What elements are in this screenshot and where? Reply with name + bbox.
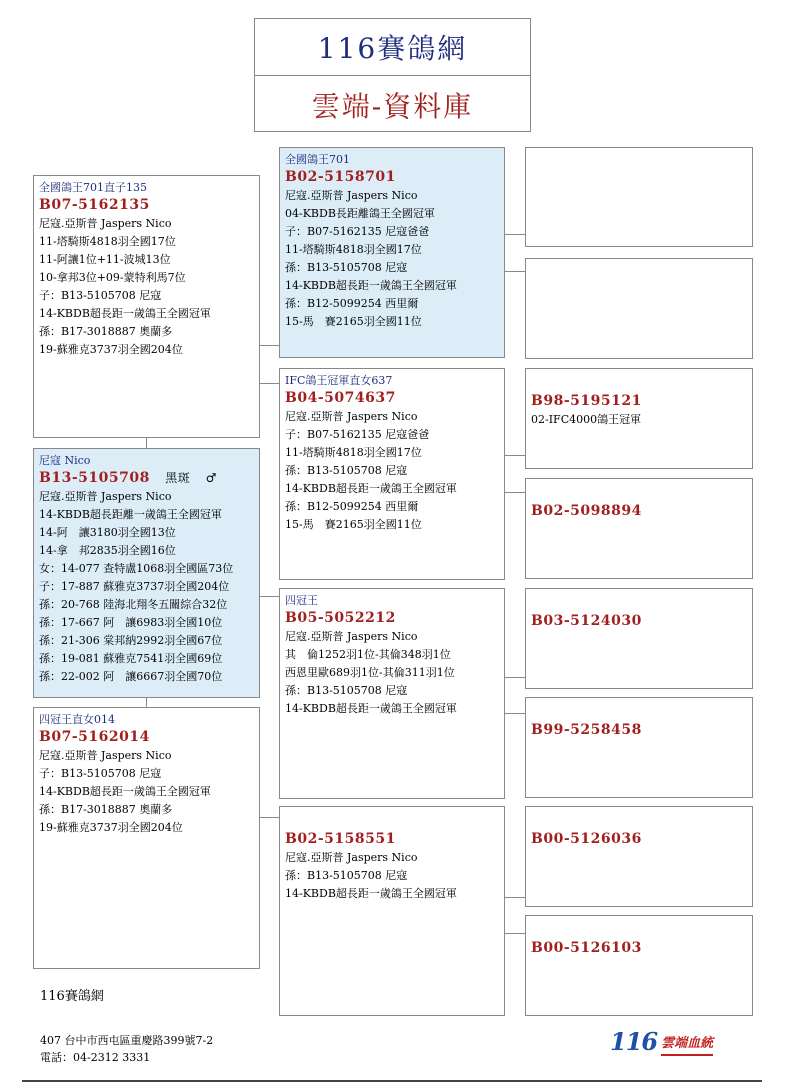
- gen4-card-7[interactable]: [525, 806, 753, 907]
- subject-color: 黑斑: [165, 471, 191, 485]
- sire-dam-label: IFC鴿王冠軍直女637: [285, 374, 393, 387]
- connector-line: [259, 345, 279, 346]
- subject-line: 子：17-887 蘇雅克3737羽全國204位: [39, 580, 230, 593]
- gen4-card-1[interactable]: [525, 147, 753, 247]
- sire-line: 19-蘇雅克3737羽全國204位: [39, 343, 183, 356]
- logo-number: 116: [610, 1027, 658, 1056]
- subject-line: 尼寇.亞斯普 Jaspers Nico: [39, 490, 172, 503]
- sire-dam-card[interactable]: [279, 368, 505, 580]
- sire-dam-line: 子：B07-5162135 尼寇爸爸: [285, 428, 430, 441]
- subject-line: 孫：17-667 阿 讓6983羽全國10位: [39, 616, 223, 629]
- database-subtitle: 雲端-資料庫: [311, 89, 474, 123]
- dam-dam-ring: B02-5158551: [285, 831, 396, 847]
- connector-line: [504, 677, 526, 678]
- connector-line: [259, 596, 279, 597]
- gen4-ring: B00-5126036: [531, 831, 642, 847]
- sire-sire-label: 全國鴿王701: [285, 153, 350, 166]
- gen4-line: 02-IFC4000鴿王冠軍: [531, 413, 642, 426]
- sire-dam-line: 11-塔騎斯4818羽全國17位: [285, 446, 422, 459]
- sire-line: 10-拿邦3位+09-蒙特利馬7位: [39, 271, 186, 284]
- sire-line: 孫：B17-3018887 奧蘭多: [39, 325, 173, 338]
- connector-line: [146, 437, 147, 448]
- subject-line: 14-KBDB超長距離一歲鴿王全國冠軍: [39, 508, 222, 521]
- dam-sire-ring: B05-5052212: [285, 610, 396, 626]
- gen4-card-2[interactable]: [525, 258, 753, 359]
- sire-line: 11-阿讓1位+11-波城13位: [39, 253, 171, 266]
- connector-line: [146, 697, 147, 707]
- sire-card[interactable]: [33, 175, 260, 438]
- footer-site-name: 116賽鴿網: [40, 989, 104, 1004]
- sire-sire-line: 04-KBDB長距離鴿王全國冠軍: [285, 207, 435, 220]
- gen4-card-8[interactable]: [525, 915, 753, 1016]
- subject-ring: B13-5105708: [39, 470, 150, 486]
- dam-sire-line: 西恩里歐689羽1位-其倫311羽1位: [285, 666, 455, 679]
- sire-label: 全國鴿王701直子135: [39, 181, 147, 194]
- dam-ring: B07-5162014: [39, 729, 150, 745]
- subject-line: 孫：21-306 棠邦納2992羽全國67位: [39, 634, 223, 647]
- brand-logo[interactable]: [610, 1027, 714, 1056]
- sire-dam-line: 15-馬 賽2165羽全國11位: [285, 518, 422, 531]
- connector-line: [259, 817, 279, 818]
- dam-line: 尼寇.亞斯普 Jaspers Nico: [39, 749, 172, 762]
- connector-line: [259, 383, 279, 384]
- gen4-card-4[interactable]: [525, 478, 753, 579]
- sire-dam-line: 尼寇.亞斯普 Jaspers Nico: [285, 410, 418, 423]
- footer-contact: [40, 1032, 213, 1066]
- connector-line: [504, 897, 526, 898]
- dam-line: 14-KBDB超長距一歲鴿王全國冠軍: [39, 785, 211, 798]
- gen4-ring: B00-5126103: [531, 940, 642, 956]
- subject-line: 14-拿 邦2835羽全國16位: [39, 544, 176, 557]
- connector-line: [504, 933, 526, 934]
- gen4-ring: B99-5258458: [531, 722, 642, 738]
- sire-dam-line: 孫：B13-5105708 尼寇: [285, 464, 408, 477]
- footer-divider: [22, 1080, 762, 1082]
- sire-sire-ring: B02-5158701: [285, 169, 396, 185]
- logo-text: 雲端血統: [661, 1032, 713, 1056]
- gen4-card-5[interactable]: [525, 588, 753, 689]
- dam-sire-line: 孫：B13-5105708 尼寇: [285, 684, 408, 697]
- title-box: [254, 18, 531, 132]
- footer-address: 407 台中市西屯區重慶路399號7-2: [40, 1034, 214, 1047]
- subject-label: 尼寇 Nico: [39, 454, 91, 467]
- connector-line: [504, 234, 526, 235]
- sire-line: 11-塔騎斯4818羽全國17位: [39, 235, 176, 248]
- connector-line: [504, 271, 526, 272]
- connector-line: [504, 492, 526, 493]
- dam-sire-line: 其 倫1252羽1位-其倫348羽1位: [285, 648, 451, 661]
- subject-sex-icon: ♂: [205, 471, 217, 485]
- subject-card[interactable]: [33, 448, 260, 698]
- connector-line: [504, 713, 526, 714]
- site-title: 116賽鴿網: [255, 19, 530, 76]
- sire-line: 14-KBDB超長距一歲鴿王全國冠軍: [39, 307, 211, 320]
- dam-line: 19-蘇雅克3737羽全國204位: [39, 821, 183, 834]
- dam-sire-line: 尼寇.亞斯普 Jaspers Nico: [285, 630, 418, 643]
- dam-sire-card[interactable]: [279, 588, 505, 799]
- sire-sire-line: 11-塔騎斯4818羽全國17位: [285, 243, 422, 256]
- sire-sire-line: 14-KBDB超長距一歲鴿王全國冠軍: [285, 279, 457, 292]
- dam-sire-line: 14-KBDB超長距一歲鴿王全國冠軍: [285, 702, 457, 715]
- dam-label: 四冠王直女014: [39, 713, 115, 726]
- dam-sire-label: 四冠王: [285, 594, 318, 607]
- dam-dam-line: 14-KBDB超長距一歲鴿王全國冠軍: [285, 887, 457, 900]
- gen4-card-3[interactable]: [525, 368, 753, 469]
- dam-dam-card[interactable]: [279, 806, 505, 1016]
- sire-sire-card[interactable]: [279, 147, 505, 358]
- gen4-ring: B03-5124030: [531, 613, 642, 629]
- sire-sire-line: 孫：B12-5099254 西里爾: [285, 297, 419, 310]
- sire-line: 尼寇.亞斯普 Jaspers Nico: [39, 217, 172, 230]
- subject-line: 孫：19-081 蘇雅克7541羽全國69位: [39, 652, 223, 665]
- sire-dam-ring: B04-5074637: [285, 390, 396, 406]
- subject-line: 14-阿 讓3180羽全國13位: [39, 526, 176, 539]
- sire-dam-line: 孫：B12-5099254 西里爾: [285, 500, 419, 513]
- connector-line: [504, 455, 526, 456]
- dam-dam-line: 尼寇.亞斯普 Jaspers Nico: [285, 851, 418, 864]
- subject-line: 孫：22-002 阿 讓6667羽全國70位: [39, 670, 223, 683]
- sire-sire-line: 子：B07-5162135 尼寇爸爸: [285, 225, 430, 238]
- dam-line: 子：B13-5105708 尼寇: [39, 767, 162, 780]
- subject-line: 孫：20-768 陸海北翔冬五關綜合32位: [39, 598, 228, 611]
- subject-ring-row: [39, 469, 254, 488]
- dam-card[interactable]: [33, 707, 260, 969]
- gen4-ring: B02-5098894: [531, 503, 642, 519]
- sire-ring: B07-5162135: [39, 197, 150, 213]
- gen4-ring: B98-5195121: [531, 393, 642, 409]
- dam-line: 孫：B17-3018887 奧蘭多: [39, 803, 173, 816]
- footer-phone: 電話：04-2312 3331: [40, 1051, 151, 1064]
- subject-line: 女：14-077 查特盧1068羽全國區73位: [39, 562, 234, 575]
- sire-sire-line: 孫：B13-5105708 尼寇: [285, 261, 408, 274]
- sire-sire-line: 尼寇.亞斯普 Jaspers Nico: [285, 189, 418, 202]
- sire-sire-line: 15-馬 賽2165羽全國11位: [285, 315, 422, 328]
- gen4-card-6[interactable]: [525, 697, 753, 798]
- dam-dam-line: 孫：B13-5105708 尼寇: [285, 869, 408, 882]
- sire-line: 子：B13-5105708 尼寇: [39, 289, 162, 302]
- sire-dam-line: 14-KBDB超長距一歲鴿王全國冠軍: [285, 482, 457, 495]
